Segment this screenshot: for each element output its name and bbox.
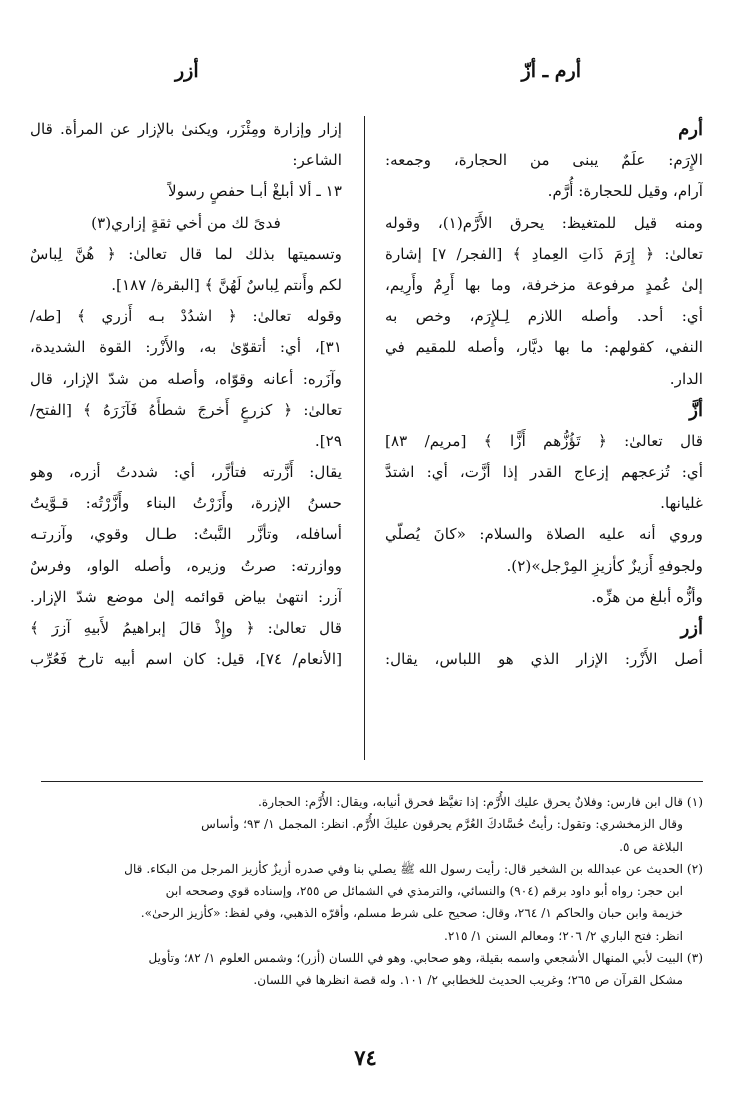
entry-heading: أزَّ: [689, 399, 703, 421]
text-line: حسنُ الإزرة، وأَزَرْتُ البناء وأَزَّرْتُه: قـوَّيتُ: [30, 494, 342, 513]
text-line: ومنه قيل للمتغيظ: يحرق الأَرَّم(١)، وقوله: [385, 213, 703, 232]
text-line: آزر: انتهىٰ بياض قوائمه إلىٰ موضع شدّ الإزار.: [30, 587, 342, 606]
text-line: ووازرته: صرتُ وزيره، وأصله الواو، وفرسٌ: [30, 556, 342, 575]
text-line: غليانها.: [660, 494, 703, 513]
text-line: إلىٰ عُمدٍ مرفوعة مزخرفة، وما بها أَرِمٌ وأَرِيم،: [385, 275, 703, 294]
footnote-line: (٣) البيت لأبي المنهال الأشجعي واسمه بقيلة، وهو صحابي. وهو في اللسان (أزر)؛ وشمس العلوم ١/ ٨٢؛ وتأويل: [148, 951, 703, 966]
footnote-line: (١) قال ابن فارس: وفلانٌ يحرق عليك الأُرَّم: إذا تغيَّظ فحرق أنيابه، ويقال: الأُرَّم: الحجارة.: [258, 795, 703, 809]
text-line: أصل الأَزْر: الإزار الذي هو اللباس، يقال:: [385, 650, 703, 669]
footnote-line: (٢) الحديث عن عبدالله بن الشخير قال: رأيت رسول الله ﷺ يصلي بنا وفي صدره أزيزٌ كأزيز المرجل من البكاء. قال: [124, 861, 703, 876]
text-line: وأزُّه أبلغ من هزِّه.: [591, 587, 703, 606]
text-line: الإِرَم: علَمٌ يبنى من الحجارة، وجمعه:: [385, 151, 703, 170]
text-line: ولجوفهِ أَزيزٌ كأزيزِ المِرْجل»(٢).: [506, 556, 703, 575]
text-line: وتسميتها بذلك لما قال تعالىٰ: ﴿ هُنَّ لِباسٌ: [30, 244, 342, 263]
entry-heading: أزر: [680, 618, 703, 639]
text-line: يقال: أَزَّرته فتأزَّر، أي: شددتُ أزره، وهو: [30, 463, 342, 482]
poem-line: فدىً لك من أخي ثقةٍ إزاري(٣): [91, 213, 281, 232]
page-number: ٧٤: [354, 1045, 377, 1070]
text-line: آرام، وقيل للحجارة: أُرَّم.: [547, 182, 703, 201]
text-line: النفي، كقولهم: ما بها ديَّار، وأصله للمقيم في: [385, 338, 703, 357]
text-line: وقوله تعالىٰ: ﴿ اشدُدْ بـه أَزري ﴾ [طه/: [30, 307, 342, 326]
text-line: الشاعر:: [292, 151, 342, 170]
text-line: تعالىٰ: ﴿ إِرَمَ ذَاتِ العِمادِ ﴾ [الفجر/ ٧] إشارة: [385, 244, 703, 263]
poem-line: ١٣ ـ ألا أبلغْ أبـا حفصٍ رسولاً: [168, 182, 342, 201]
text-line: تعالىٰ: ﴿ كزرعٍ أَخرجَ شطأَهُ فَآزَرَهُ ﴾ [الفتح/: [30, 400, 342, 419]
footnote-line: وقال الزمخشري: وتقول: رأيتُ حُسَّادكَ العُرَّم يحرقون عليكَ الأُرَّم. انظر: المجمل ١/ ٩٣؛ وأساس: [201, 817, 683, 832]
text-line: الدار.: [669, 369, 703, 388]
footnote-line: انظر: فتح الباري ٢/ ٢٠٦؛ ومعالم السنن ١/ ٢١٥.: [444, 928, 683, 943]
footnote-line: خزيمة وابن حبان والحاكم ١/ ٢٦٤، وقال: صحيح على شرط مسلم، وأقرّه الذهبي، وفي لفظ: «كأزيز الرحىٰ».: [140, 906, 683, 921]
text-line: أي: تُزعجهم إزعاج القدر إذا أزَّت، أي: اشتدَّ: [385, 463, 703, 482]
text-line: وروي أنه عليه الصلاة والسلام: «كانَ يُصلّي: [385, 525, 703, 544]
left-column: [30, 114, 342, 675]
text-line: [الأنعام/ ٧٤]، قيل: كان اسم أبيه تارخ فَعُرِّب: [30, 650, 342, 669]
text-line: إزار وإزارة ومِئْزَر، ويكنىٰ بالإزار عن المرأة. قال: [30, 120, 342, 138]
right-column: [385, 114, 703, 675]
column-divider: [364, 116, 365, 760]
entry-heading: أرم: [678, 119, 703, 140]
footnotes: [31, 791, 703, 992]
footnote-line: مشكل القرآن ص ٢٦٥؛ وغريب الحديث للخطابي ٢/ ١٠١. وله قصة انظرها في اللسان.: [253, 973, 683, 988]
text-line: لكم وأَنتم لِباسٌ لَهُنَّ ﴾ [البقرة/ ١٨٧].: [111, 275, 342, 294]
text-line: ٢٩].: [314, 431, 342, 450]
footnote-line: ابن حجر: رواه أبو داود برقم (٩٠٤) والنسائي، والترمذي في الشمائل ص ٢٥٥، وإسناده قوي وصححه ابن: [165, 884, 683, 899]
text-line: وآزَره: أعانه وقوّاه، وأصله من شدّ الإزار، قال: [30, 369, 342, 388]
running-header-left: أزر: [175, 60, 199, 82]
text-line: قال تعالىٰ: ﴿ تَؤُزُّهم أَزًّا ﴾ [مريم/ ٨٣]: [385, 431, 703, 450]
text-line: أي: أحد. وأصله اللازم لِـلإِرَم، وخص به: [385, 307, 703, 326]
footnote-separator: [41, 781, 703, 782]
text-line: أسافله، وتأزَّر النَّبتُ: طـال وقوي، وآزرتـه: [30, 525, 342, 544]
footnote-line: البلاغة ص ٥.: [619, 839, 683, 854]
text-line: قال تعالىٰ: ﴿ وإِذْ قالَ إبراهيمُ لأَبيهِ آزرَ ﴾: [30, 619, 342, 637]
running-header-right: أرم ـ أزّ: [521, 60, 581, 82]
text-line: ٣١]، أي: أتقوّىٰ به، والأَزْر: القوة الشديدة،: [30, 338, 342, 357]
